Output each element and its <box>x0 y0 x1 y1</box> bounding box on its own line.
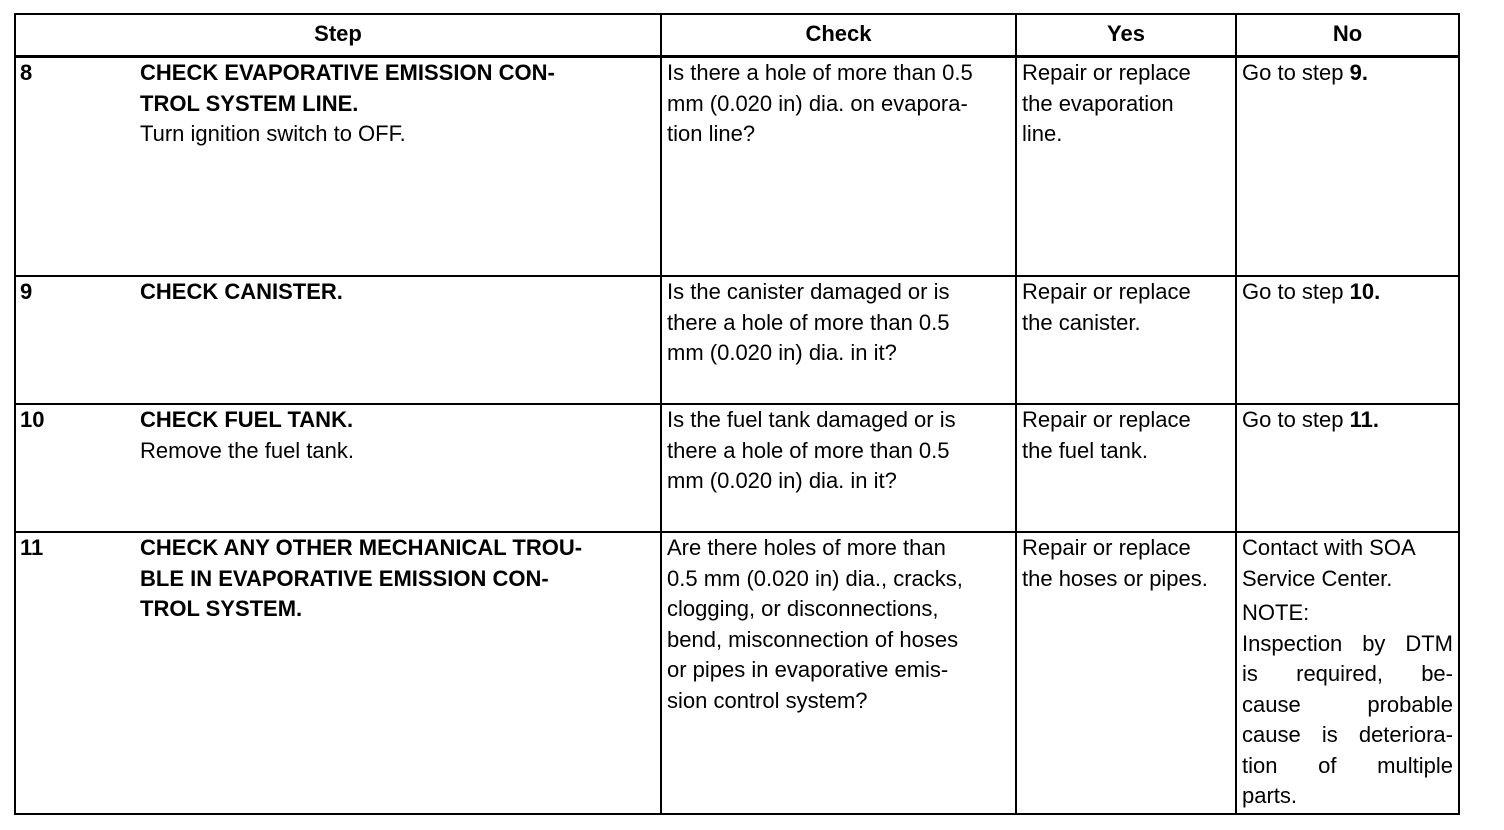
step-instruction: Turn ignition switch to OFF. <box>140 121 406 146</box>
no-line: Service Center. <box>1242 565 1393 591</box>
no-text: Go to step <box>1242 60 1350 85</box>
check-line: mm (0.020 in) dia. in it? <box>667 340 897 365</box>
step-number: 9 <box>20 279 33 304</box>
step-number: 11 <box>20 535 44 560</box>
step-number: 8 <box>20 60 33 85</box>
step-title-line: BLE IN EVAPORATIVE EMISSION CON- <box>140 565 549 591</box>
check-line: 0.5 mm (0.020 in) dia., cracks, <box>667 565 963 591</box>
table-row-step-9 <box>15 276 1459 404</box>
step-title: CHECK CANISTER. <box>140 279 343 304</box>
diagnostic-table <box>14 13 1460 815</box>
yes-cell <box>1016 404 1236 532</box>
yes-line: Repair or replace <box>1022 279 1191 304</box>
no-step-ref: 11. <box>1349 407 1379 432</box>
note-line: cause is deteriora- <box>1242 722 1453 747</box>
note-line: is required, be- <box>1242 661 1453 686</box>
diagnostic-table-container <box>14 13 1458 815</box>
check-line: mm (0.020 in) dia. on evapora- <box>667 90 968 116</box>
step-title-line: TROL SYSTEM LINE. <box>140 90 359 116</box>
check-line: tion line? <box>667 121 756 146</box>
yes-line: Repair or replace <box>1022 535 1191 560</box>
note-line: tion of multiple <box>1242 752 1453 778</box>
step-title-line: CHECK EVAPORATIVE EMISSION CON- <box>140 60 555 85</box>
check-line: or pipes in evaporative emis- <box>667 657 949 682</box>
table-row-step-11 <box>15 532 1459 814</box>
no-cell <box>1236 532 1459 814</box>
header-yes: Yes <box>1016 14 1236 57</box>
header-check: Check <box>661 14 1016 57</box>
no-text: Go to step <box>1242 279 1350 304</box>
step-cell <box>15 57 661 277</box>
check-line: clogging, or disconnections, <box>667 596 939 621</box>
table-row-step-10 <box>15 404 1459 532</box>
step-title-line: TROL SYSTEM. <box>140 596 303 621</box>
header-no: No <box>1236 14 1459 57</box>
step-title-line: CHECK ANY OTHER MECHANICAL TROU- <box>140 535 583 560</box>
step-title: CHECK FUEL TANK. <box>140 407 354 432</box>
check-line: there a hole of more than 0.5 <box>667 309 950 335</box>
no-cell <box>1236 276 1459 404</box>
check-cell <box>661 532 1016 814</box>
step-number: 10 <box>20 407 45 432</box>
check-line: bend, misconnection of hoses <box>667 626 959 652</box>
note-label: NOTE: <box>1242 600 1310 625</box>
check-line: sion control system? <box>667 687 868 713</box>
check-line: Is the canister damaged or is <box>667 279 950 304</box>
check-cell <box>661 404 1016 532</box>
no-step-ref: 9. <box>1349 60 1368 85</box>
no-text: Go to step <box>1242 407 1350 432</box>
no-step-ref: 10. <box>1349 279 1381 304</box>
step-instruction: Remove the fuel tank. <box>140 437 355 463</box>
header-row <box>15 14 1459 57</box>
step-cell <box>15 276 661 404</box>
check-cell <box>661 57 1016 277</box>
yes-line: Repair or replace <box>1022 60 1191 85</box>
yes-line: the canister. <box>1022 309 1141 335</box>
yes-line: the hoses or pipes. <box>1022 565 1208 591</box>
check-line: Is the fuel tank damaged or is <box>667 407 956 432</box>
step-cell <box>15 404 661 532</box>
note-text <box>1242 629 1453 812</box>
check-line: Are there holes of more than <box>667 535 946 560</box>
no-cell <box>1236 57 1459 277</box>
header-step: Step <box>15 14 661 57</box>
yes-line: the fuel tank. <box>1022 437 1148 463</box>
table-row-step-8 <box>15 57 1459 277</box>
check-line: mm (0.020 in) dia. in it? <box>667 468 897 493</box>
note-line: cause probable <box>1242 691 1453 717</box>
check-cell <box>661 276 1016 404</box>
yes-cell <box>1016 57 1236 277</box>
step-cell <box>15 532 661 814</box>
no-line: Contact with SOA <box>1242 535 1416 560</box>
check-line: Is there a hole of more than 0.5 <box>667 60 973 85</box>
yes-cell <box>1016 532 1236 814</box>
yes-line: line. <box>1022 121 1063 146</box>
yes-line: the evaporation <box>1022 90 1174 116</box>
no-cell <box>1236 404 1459 532</box>
yes-line: Repair or replace <box>1022 407 1191 432</box>
yes-cell <box>1016 276 1236 404</box>
note-line: Inspection by DTM <box>1242 630 1453 656</box>
check-line: there a hole of more than 0.5 <box>667 437 950 463</box>
note-line: parts. <box>1242 783 1298 808</box>
